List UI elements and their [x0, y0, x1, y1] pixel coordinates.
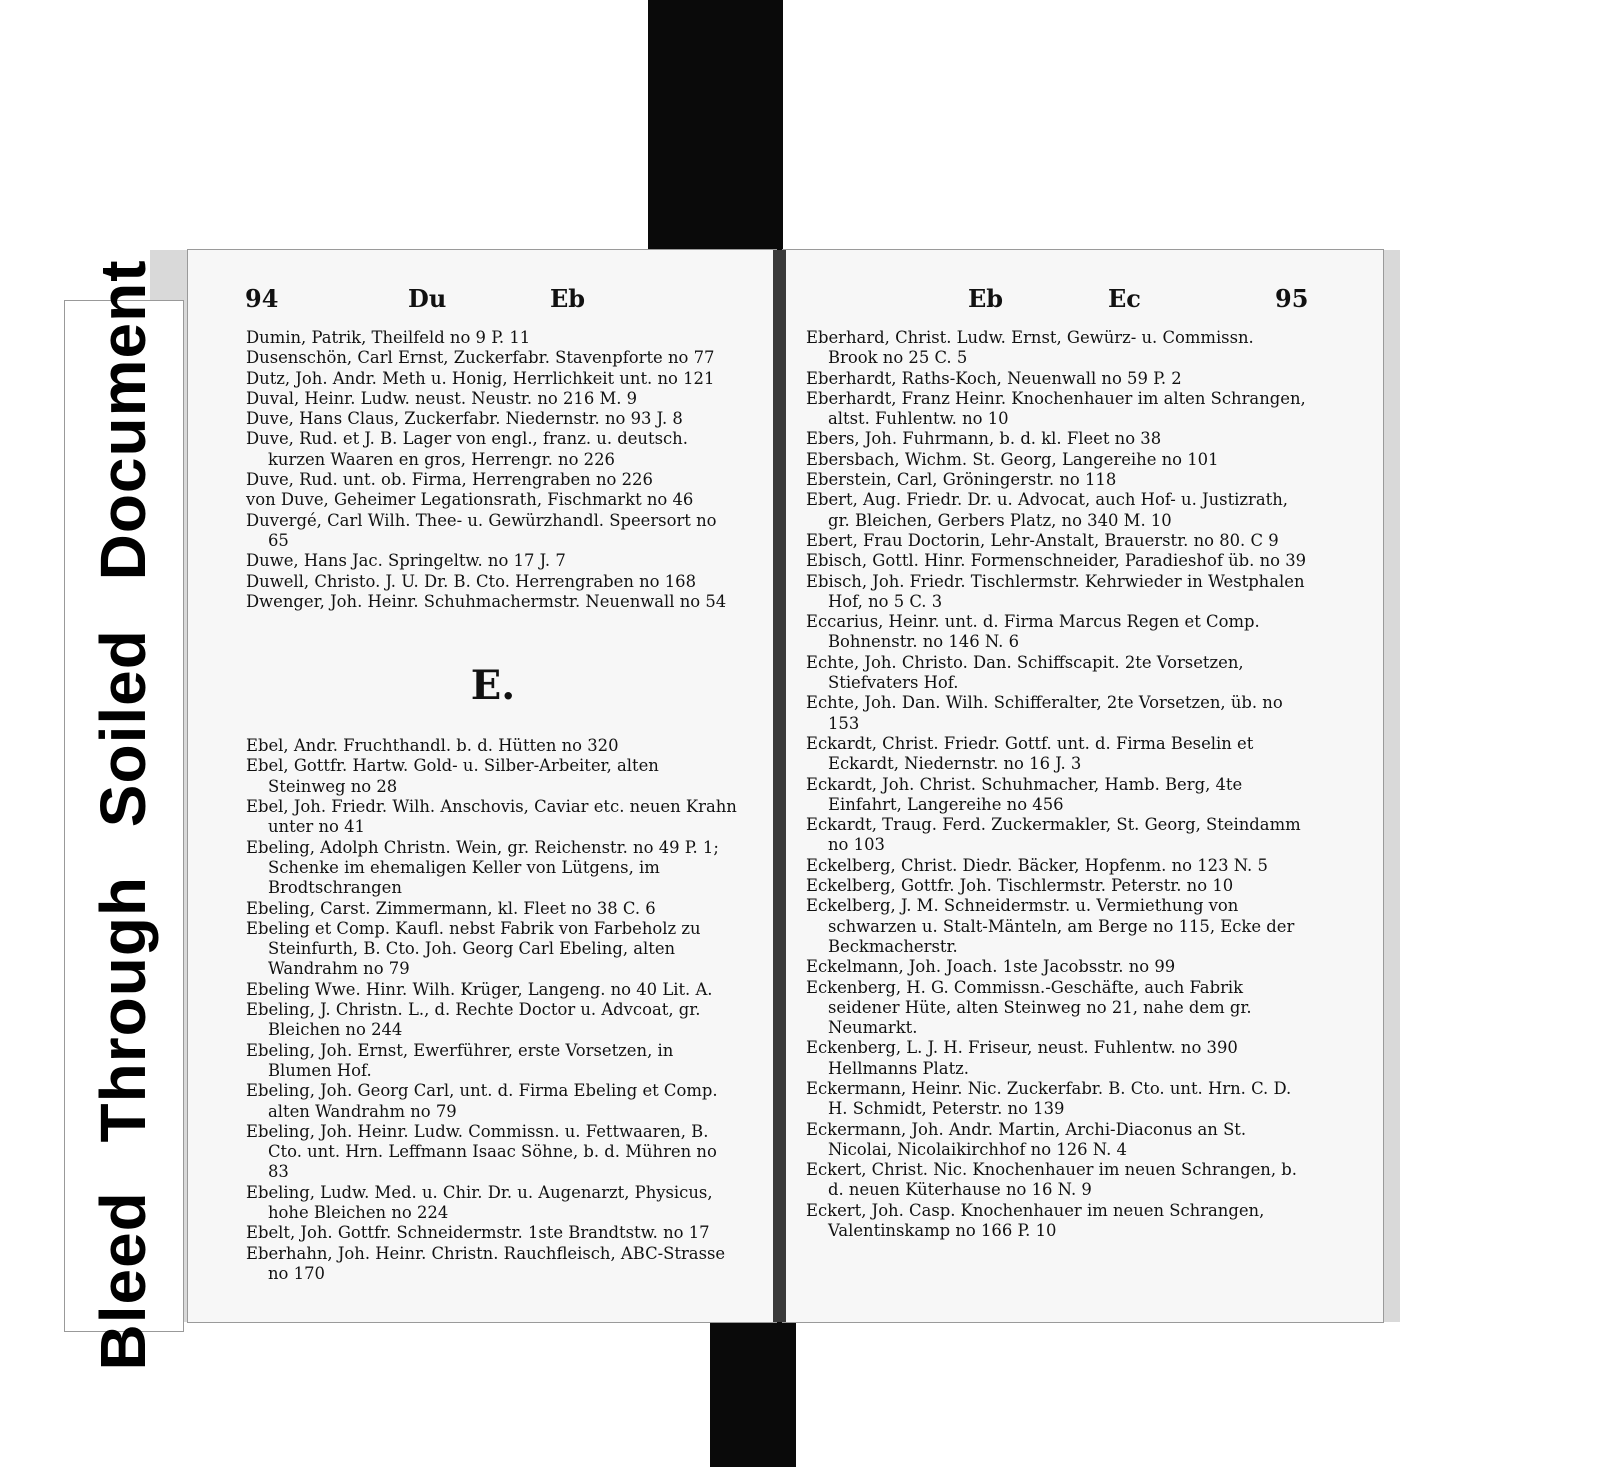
left-header-last: Eb	[550, 284, 586, 313]
document-condition-label: Bleed Through Soiled Document	[87, 259, 159, 1371]
directory-entry: Ebeling, Joh. Ernst, Ewerführer, erste Vorsetzen, in Blumen Hof.	[246, 1040, 674, 1080]
directory-entry: Eckert, Christ. Nic. Knochenhauer im neuen Schrangen, b. d. neuen Küterhause no 16 N. 9	[806, 1160, 1297, 1200]
directory-entry: Dutz, Joh. Andr. Meth u. Honig, Herrlichkeit unt. no 121	[246, 368, 715, 388]
directory-entry: Eckelberg, Gottfr. Joh. Tischlermstr. Peterstr. no 10	[806, 876, 1234, 896]
directory-entry: Eberstein, Carl, Gröningerstr. no 118	[806, 470, 1117, 490]
right-header-last: Ec	[1108, 284, 1141, 313]
section-gap	[246, 716, 740, 736]
directory-entry: Dusenschön, Carl Ernst, Zuckerfabr. Stavenpforte no 77	[246, 348, 715, 368]
directory-entry: Duwell, Christo. J. U. Dr. B. Cto. Herrengraben no 168	[246, 571, 697, 591]
directory-entry: Duve, Rud. et J. B. Lager von engl., franz. u. deutsch. kurzen Waaren en gros, Herrengr. no 226	[246, 429, 688, 469]
directory-entry: Eckardt, Joh. Christ. Schuhmacher, Hamb. Berg, 4te Einfahrt, Langereihe no 456	[806, 774, 1243, 814]
directory-entry: Duve, Hans Claus, Zuckerfabr. Niedernstr. no 93 J. 8	[246, 409, 683, 429]
directory-entry: Eckermann, Joh. Andr. Martin, Archi-Diaconus an St. Nicolai, Nicolaikirchhof no 126 N. 4	[806, 1119, 1247, 1159]
right-entries	[806, 328, 1308, 1241]
left-entries	[246, 328, 740, 1284]
directory-entry: Ebel, Joh. Friedr. Wilh. Anschovis, Caviar etc. neuen Krahn unter no 41	[246, 797, 737, 837]
directory-entry: Dwenger, Joh. Heinr. Schuhmachermstr. Neuenwall no 54	[246, 591, 727, 611]
directory-entry: Eberhardt, Raths-Koch, Neuenwall no 59 P. 2	[806, 368, 1182, 388]
directory-entry: Eberhahn, Joh. Heinr. Christn. Rauchfleisch, ABC-Strasse no 170	[246, 1243, 726, 1283]
directory-entry: Ebisch, Gottl. Hinr. Formenschneider, Paradieshof üb. no 39	[806, 551, 1307, 571]
directory-entry: Echte, Joh. Christo. Dan. Schiffscapit. 2te Vorsetzen, Stiefvaters Hof.	[806, 652, 1244, 693]
directory-entry: Ebert, Aug. Friedr. Dr. u. Advocat, auch Hof- u. Justizrath, gr. Bleichen, Gerbers Platz, no 340 M. 10	[806, 490, 1288, 530]
directory-entry: Eckelmann, Joh. Joach. 1ste Jacobsstr. no 99	[806, 957, 1176, 977]
directory-entry: Ebeling, Carst. Zimmermann, kl. Fleet no 38 C. 6	[246, 898, 656, 918]
directory-entry: Ebisch, Joh. Friedr. Tischlermstr. Kehrwieder in Westphalen Hof, no 5 C. 3	[806, 571, 1305, 611]
directory-entry: Eckermann, Heinr. Nic. Zuckerfabr. B. Cto. unt. Hrn. C. D. H. Schmidt, Peterstr. no 139	[806, 1078, 1292, 1119]
directory-entry: Echte, Joh. Dan. Wilh. Schifferalter, 2te Vorsetzen, üb. no 153	[806, 693, 1283, 733]
directory-entry: Ebersbach, Wichm. St. Georg, Langereihe no 101	[806, 449, 1219, 469]
directory-entry: Ebeling, Joh. Heinr. Ludw. Commissn. u. Fettwaaren, B. Cto. unt. Hrn. Leffmann Isaac Söhne, b. d. Mühren no 83	[246, 1121, 717, 1182]
directory-entry: Duval, Heinr. Ludw. neust. Neustr. no 216 M. 9	[246, 388, 638, 408]
directory-entry: Ebeling, J. Christn. L., d. Rechte Doctor u. Advcoat, gr. Bleichen no 244	[246, 1000, 701, 1040]
directory-entry: von Duve, Geheimer Legationsrath, Fischmarkt no 46	[246, 490, 694, 510]
directory-entry: Eckert, Joh. Casp. Knochenhauer im neuen Schrangen, Valentinskamp no 166 P. 10	[806, 1200, 1265, 1241]
binding-strip-bottom	[710, 1310, 796, 1467]
directory-entry: Dumin, Patrik, Theilfeld no 9 P. 11	[246, 328, 531, 347]
directory-entry: Eckelberg, Christ. Diedr. Bäcker, Hopfenm. no 123 N. 5	[806, 855, 1268, 875]
directory-entry: Eberhard, Christ. Ludw. Ernst, Gewürz- u. Commissn. Brook no 25 C. 5	[806, 328, 1254, 368]
directory-entry: Ebel, Gottfr. Hartw. Gold- u. Silber-Arbeiter, alten Steinweg no 28	[246, 756, 659, 796]
left-page-number: 94	[245, 284, 279, 313]
directory-entry: Ebert, Frau Doctorin, Lehr-Anstalt, Brauerstr. no 80. C 9	[806, 530, 1279, 550]
directory-entry: Eberhardt, Franz Heinr. Knochenhauer im alten Schrangen, altst. Fuhlentw. no 10	[806, 388, 1306, 429]
directory-entry: Ebers, Joh. Fuhrmann, b. d. kl. Fleet no 38	[806, 429, 1162, 449]
directory-entry: Ebelt, Joh. Gottfr. Schneidermstr. 1ste Brandtstw. no 17	[246, 1223, 710, 1243]
left-header-first: Du	[408, 284, 447, 313]
directory-entry: Duvergé, Carl Wilh. Thee- u. Gewürzhandl. Speersort no 65	[246, 510, 717, 550]
directory-entry: Duve, Rud. unt. ob. Firma, Herrengraben no 226	[246, 470, 653, 490]
right-header-first: Eb	[968, 284, 1004, 313]
directory-entry: Eckenberg, H. G. Commissn.-Geschäfte, auch Fabrik seidener Hüte, alten Steinweg no 21, nahe dem gr. Neumarkt.	[806, 977, 1252, 1038]
directory-entry: Ebeling, Ludw. Med. u. Chir. Dr. u. Augenarzt, Physicus, hohe Bleichen no 224	[246, 1182, 713, 1222]
section-letter: E.	[470, 662, 516, 710]
directory-entry: Ebel, Andr. Fruchthandl. b. d. Hütten no 320	[246, 736, 619, 756]
directory-entry: Ebeling, Adolph Christn. Wein, gr. Reichenstr. no 49 P. 1; Schenke im ehemaligen Keller von Lütgens, im Brodtschrangen	[246, 837, 719, 898]
directory-entry: Eckelberg, J. M. Schneidermstr. u. Vermiethung von schwarzen u. Stalt-Mänteln, am Berge no 115, Ecke der Beckmacherstr.	[806, 896, 1295, 956]
section-gap	[246, 612, 740, 656]
directory-entry: Eckardt, Traug. Ferd. Zuckermakler, St. Georg, Steindamm no 103	[806, 815, 1301, 855]
directory-entry: Ebeling Wwe. Hinr. Wilh. Krüger, Langeng. no 40 Lit. A.	[246, 979, 713, 999]
directory-entry: Ebeling et Comp. Kaufl. nebst Fabrik von Farbeholz zu Steinfurth, B. Cto. Joh. Georg Carl Ebeling, alten Wandrahm no 79	[246, 918, 701, 979]
directory-entry: Eccarius, Heinr. unt. d. Firma Marcus Regen et Comp. Bohnenstr. no 146 N. 6	[806, 612, 1260, 652]
right-page-number: 95	[1275, 284, 1309, 313]
directory-entry: Ebeling, Joh. Georg Carl, unt. d. Firma Ebeling et Comp. alten Wandrahm no 79	[246, 1081, 718, 1121]
binding-strip-top	[648, 0, 783, 262]
book-gutter	[773, 250, 786, 1322]
directory-entry: Duwe, Hans Jac. Springeltw. no 17 J. 7	[246, 551, 566, 571]
directory-entry: Eckardt, Christ. Friedr. Gottf. unt. d. Firma Beselin et Eckardt, Niedernstr. no 16 J. 3	[806, 733, 1254, 774]
directory-entry: Eckenberg, L. J. H. Friseur, neust. Fuhlentw. no 390 Hellmanns Platz.	[806, 1038, 1238, 1078]
